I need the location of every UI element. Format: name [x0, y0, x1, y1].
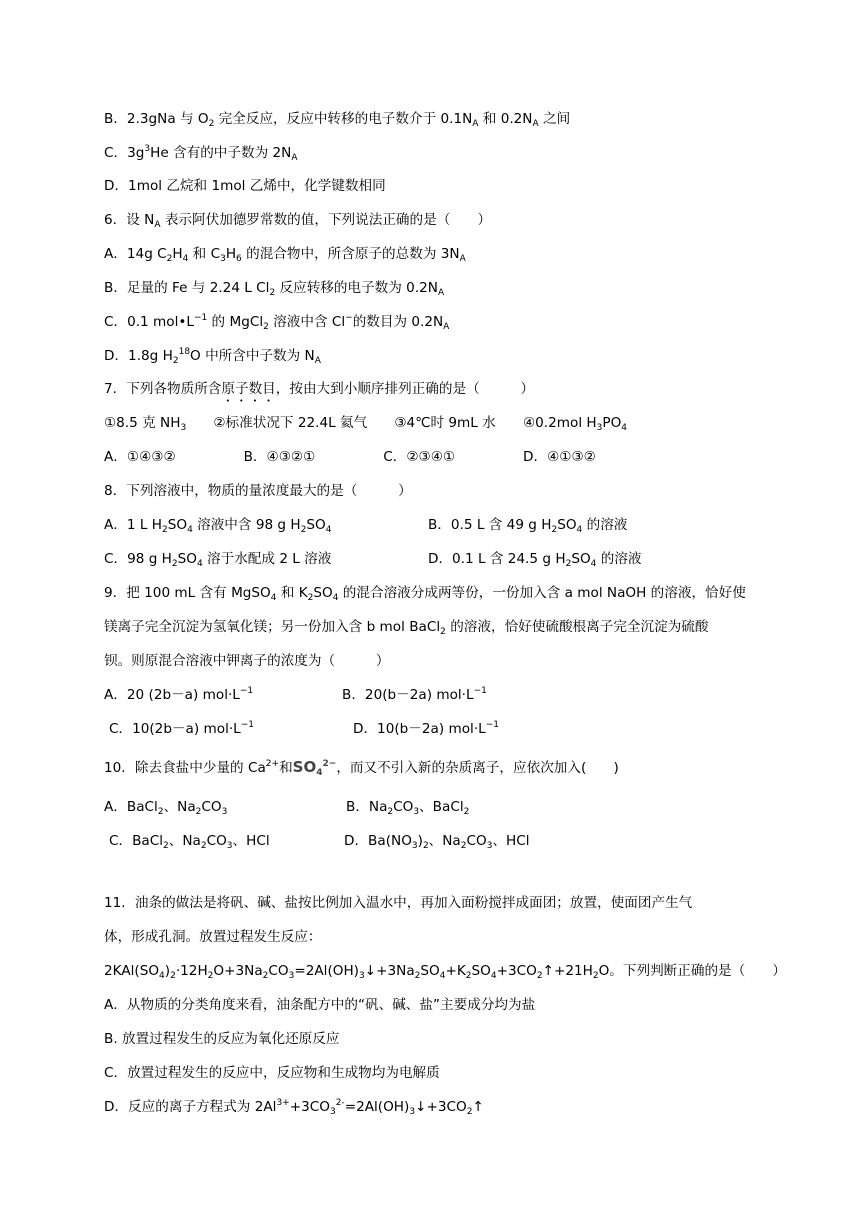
- option-left-p10a: A．BaCl$_2$、$Na_2CO_3$: [104, 799, 228, 817]
- option-right-p9b: D．10(b－2a) $mol\cdot L^{-1}$: [353, 720, 499, 737]
- option-left-p10b: C．BaCl$_2$、$Na_2CO_3$、HCl: [109, 833, 270, 851]
- text-line-l4: 6．设 $N_A$ 表示阿伏加德罗常数的值，下列说法正确的是（ ）: [104, 212, 492, 230]
- text-line-l7: C．0.1 $mol•L^{-1}$ 的 MgCl$_2$ 溶液中含 Cl−的数目为 $0.2N_A$: [104, 313, 450, 332]
- text-line-l6: B．足量的 Fe 与 2.24 L $Cl_2$ 反应转移的电子数为 $0.2N_A$: [104, 280, 445, 298]
- option-left-p8a: A．1 L $H_2SO_4$ 溶液中含 98 g $H_2SO_4$: [104, 517, 332, 535]
- text-line-l15: 9．把 100 mL 含有 MgSO$_4$ 和 $K_2SO_4$ 的混合溶液分成两等份，一份加入含 a mol NaOH 的溶液，恰好使: [104, 585, 746, 603]
- option-right-p9a: B．20(b－2a) $mol\cdot L^{-1}$: [342, 686, 487, 703]
- text-line-l25: 体，形成孔洞。放置过程发生反应：: [104, 929, 322, 945]
- option-left-p9b: C．10(2b－a) $mol\cdot L^{-1}$: [109, 720, 255, 737]
- text-line-l5: A．14g $C_2H_4$ 和 $C_3H_6$ 的混合物中，所含原子的总数为 $3N_A$: [104, 246, 466, 264]
- text-line-l10: ①8.5 克 $NH_3$ ②标准状况下 22.4L 氦气 ③4℃时 9mL 水 ④0.2mol $H_3PO_4$: [104, 415, 628, 433]
- text-line-l11: A．①④③② B．④③②① C．②③④① D．④①③②: [104, 449, 596, 465]
- option-right-p8a: B．0.5 L 含 49 g $H_2SO_4$ 的溶液: [428, 517, 628, 535]
- option-right-p10b: D．$Ba(NO_3)_2$、$Na_2CO_3$、HCl: [344, 833, 530, 851]
- text-line-l28: B. 放置过程发生的反应为氧化还原反应: [104, 1031, 340, 1047]
- text-line-l17: 钡。则原混合溶液中钾离子的浓度为（ ）: [104, 653, 390, 669]
- text-line-l9: 7．下列各物质所含原子数目，按由大到小顺序排列正确的是（ ）: [104, 381, 535, 397]
- option-right-p10a: B．$Na_2CO_3$、BaCl$_2$: [346, 799, 470, 817]
- text-line-l2: C．$3g^3He$ 含有的中子数为 $2N_A$: [104, 144, 298, 163]
- text-line-l20: 10．除去食盐中少量的 $Ca^{2+}$和$SO_4^{2-}$，而又不引入新的杂质离子，应依次加入( ): [104, 758, 619, 778]
- text-line-l30: D．反应的离子方程式为 $2Al^{3+}+3CO_3^{2-}=2Al(OH)_3↓+3CO_2↑$: [104, 1098, 484, 1117]
- text-line-l8: D．1.8g $H_2^{18}O$ 中所含中子数为 $N_A$: [104, 347, 321, 366]
- option-right-p8b: D．0.1 L 含 24.5 g $H_2SO_4$ 的溶液: [428, 551, 642, 569]
- text-line-l1: B．2.3gNa 与 $O_2$ 完全反应，反应中转移的电子数介于 $0.1N_A$ 和 $0.2N_A$ 之间: [104, 111, 571, 129]
- option-left-p8b: C．98 g $H_2SO_4$ 溶于水配成 2 L 溶液: [104, 551, 332, 569]
- text-line-l12: 8．下列溶液中，物质的量浓度最大的是（ ）: [104, 483, 412, 499]
- text-line-l29: C．放置过程发生的反应中，反应物和生成物均为电解质: [104, 1065, 440, 1081]
- text-line-l26: $2KAl(SO_4)_2\cdot 12H_2O+3Na_2CO_3=2Al(OH)_3↓+3Na_2SO_4+K_2SO_4+3CO_2↑+21H_2O$。下列判断正确的是（ ）: [104, 963, 787, 981]
- option-left-p9a: A．20 (2b－a) $mol\cdot L^{-1}$: [104, 686, 254, 703]
- text-line-l3: D．1mol 乙烷和 1mol 乙烯中，化学键数相同: [104, 178, 386, 194]
- text-line-l23: 11．油条的做法是将矾、碱、盐按比例加入温水中，再加入面粉搅拌成面团；放置，使面团产生气: [104, 895, 693, 911]
- text-line-l16: 镁离子完全沉淀为氢氧化镁；另一份加入含 b mol BaCl$_2$ 的溶液，恰好使硫酸根离子完全沉淀为硫酸: [104, 619, 709, 637]
- text-line-l27: A．从物质的分类角度来看，油条配方中的“矾、碱、盐”主要成分均为盐: [104, 997, 536, 1013]
